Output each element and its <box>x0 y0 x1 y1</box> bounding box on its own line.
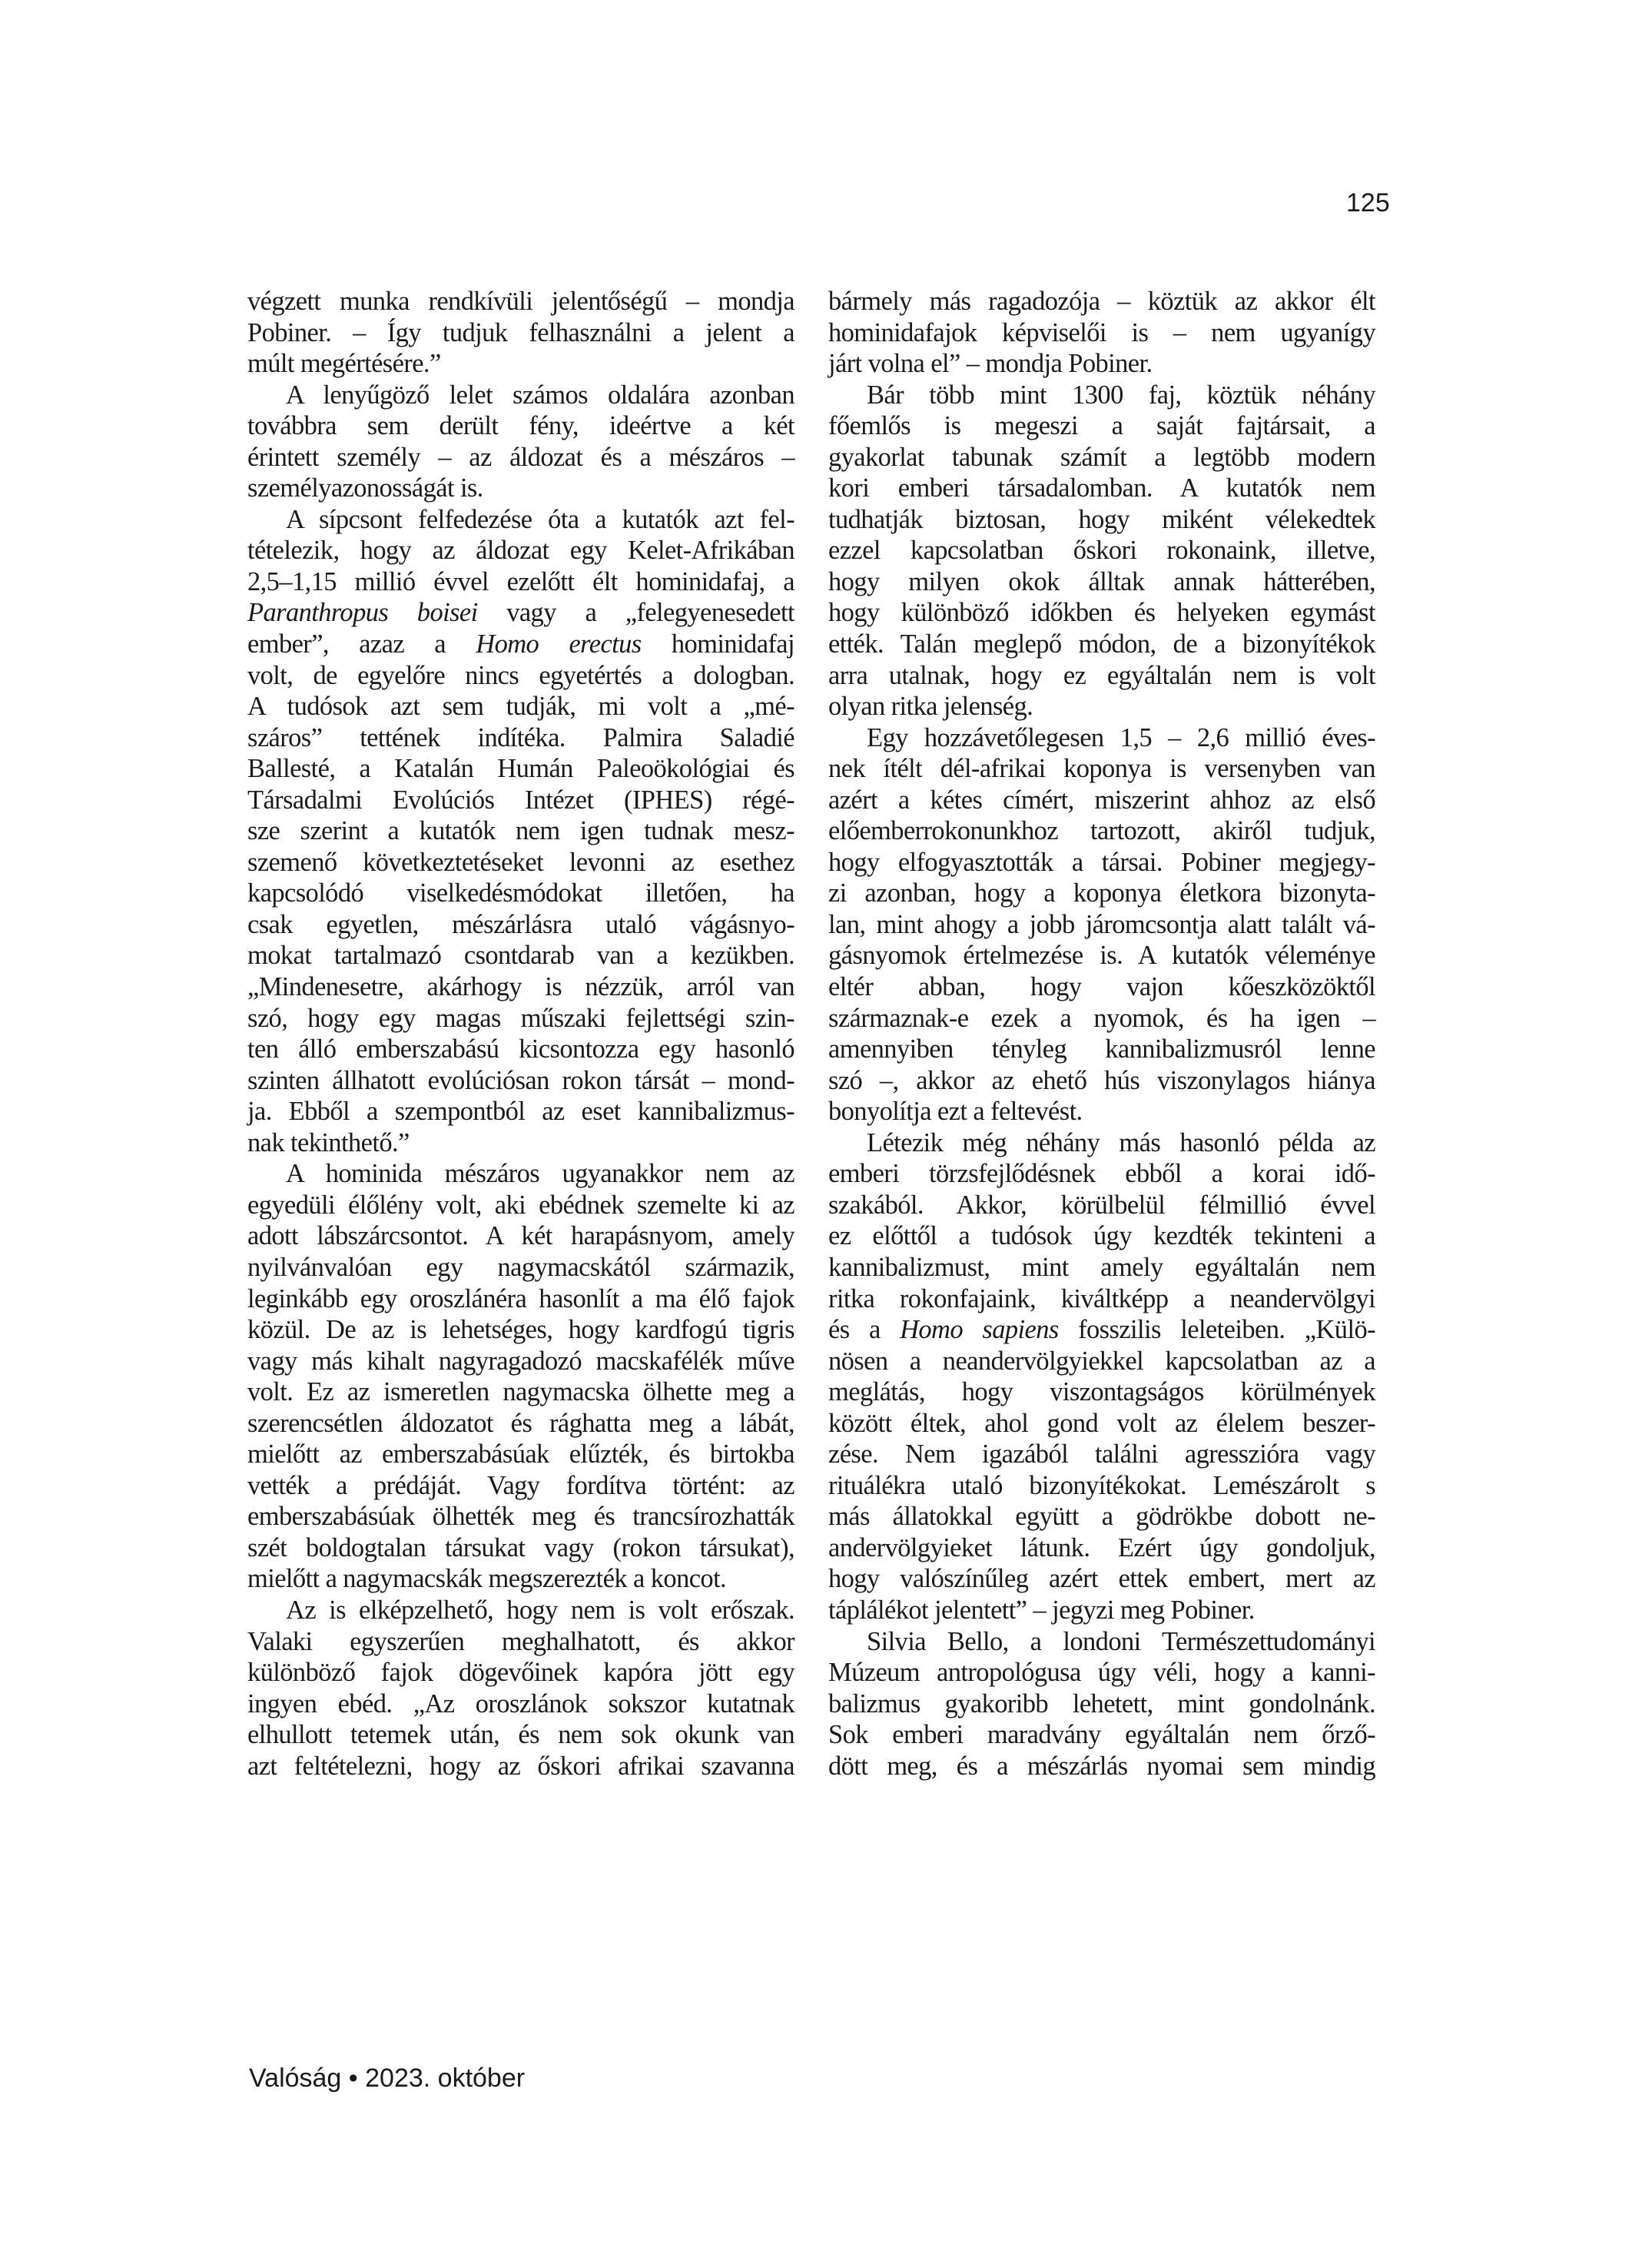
text-line: kapcsolódó viselkedésmódokat illetően, ha <box>247 878 794 908</box>
italic-term: Homo erectus <box>476 629 642 659</box>
text-line: kori emberi társadalomban. A kutatók nem <box>828 473 1375 503</box>
text-line: között éltek, ahol gond volt az élelem beszer- <box>828 1408 1375 1438</box>
text-line: szakából. Akkor, körülbelül félmillió évvel <box>828 1190 1375 1220</box>
text-line: vagy más kihalt nagyragadozó macskafélék műve <box>247 1346 794 1376</box>
text-line: érintett személy – az áldozat és a mészáros – <box>247 442 794 472</box>
text-line: Pobiner. – Így tudjuk felhasználni a jelent a <box>247 317 794 347</box>
text-line: különböző fajok dögevőinek kapóra jött egy <box>247 1658 794 1688</box>
text-line: szerencsétlen áldozatot és rághatta meg a lábát, <box>247 1408 794 1438</box>
text-line: szó –, akkor az ehető hús viszonylagos hiánya <box>828 1065 1375 1095</box>
paragraph-first-line: Silvia Bello, a londoni Természettudományi <box>867 1626 1375 1656</box>
text-line: ingyen ebéd. „Az oroszlánok sokszor kutatnak <box>247 1689 794 1718</box>
text-line: gyakorlat tabunak számít a legtöbb modern <box>828 442 1375 472</box>
text-line: nek ítélt dél-afrikai koponya is versenyben van <box>828 754 1375 784</box>
italic-term: Homo sapiens <box>900 1315 1059 1345</box>
text-line: hogy elfogyasztották a társai. Pobiner megjegy- <box>828 847 1375 877</box>
text-line: ez előttől a tudósok úgy kezdték tekinteni a <box>828 1221 1375 1251</box>
text-line: személyazonosságát is. <box>247 473 483 503</box>
text-line: azt feltételezni, hogy az őskori afrikai szavanna <box>247 1751 794 1781</box>
text-segment: és a <box>828 1315 901 1345</box>
running-footer: Valóság • 2023. október <box>249 2064 526 2093</box>
text-line: tudhatják biztosan, hogy miként vélekedtek <box>828 504 1375 534</box>
text-line: volt, de egyelőre nincs egyetértés a dologban. <box>247 660 794 690</box>
text-line: „Mindenesetre, akárhogy is nézzük, arról van <box>247 972 794 1002</box>
text-line: emberi törzsfejlődésnek ebből a korai idő- <box>828 1159 1375 1189</box>
text-line: szinten állhatott evolúciósan rokon társát – mond- <box>247 1065 794 1095</box>
text-line: szó, hogy egy magas műszaki fejlettségi szin- <box>247 1003 794 1033</box>
italic-term: Paranthropus boisei <box>247 598 478 628</box>
text-line: szemenő következtetéseket levonni az esethez <box>247 847 794 877</box>
text-line: egyedüli élőlény volt, aki ebédnek szemelte ki az <box>247 1190 794 1220</box>
text-line: elhullott tetemek után, és nem sok okunk van <box>247 1720 794 1750</box>
text-line: hogy különböző időkben és helyeken egymást <box>828 598 1375 628</box>
text-line: emberszabásúak ölhették meg és trancsírozhatták <box>247 1502 794 1532</box>
text-line: zi azonban, hogy a koponya életkora bizonyta- <box>828 878 1375 908</box>
text-line: mokat tartalmazó csontdarab van a kezükben. <box>247 941 794 971</box>
text-line: azért a kétes címért, miszerint ahhoz az első <box>828 785 1375 815</box>
text-line: Társadalmi Evolúciós Intézet (IPHES) régé- <box>247 785 794 815</box>
text-line: zése. Nem igazából találni agresszióra vagy <box>828 1439 1375 1469</box>
text-line: Múzeum antropológusa úgy véli, hogy a kanni- <box>828 1658 1375 1688</box>
paragraph-first-line: Létezik még néhány más hasonló példa az <box>867 1127 1375 1157</box>
text-line: Valaki egyszerűen meghalhatott, és akkor <box>247 1626 794 1656</box>
text-line: gásnyomok értelmezése is. A kutatók véleménye <box>828 941 1375 971</box>
text-line: előemberrokonunkhoz tartozott, akiről tudjuk, <box>828 816 1375 846</box>
text-line: ezzel kapcsolatban őskori rokonaink, illetve, <box>828 536 1375 566</box>
text-line: dött meg, és a mészárlás nyomai sem mindig <box>828 1751 1375 1781</box>
text-line: 2,5–1,15 millió évvel ezelőtt élt hominidafaj, a <box>247 566 794 596</box>
text-line: csak egyetlen, mészárlásra utaló vágásnyo- <box>247 909 794 939</box>
text-line: más állatokkal együtt a gödrökbe dobott ne- <box>828 1502 1375 1532</box>
text-line: bonyolítja ezt a feltevést. <box>828 1097 1083 1127</box>
paragraph-first-line: Bár több mint 1300 faj, köztük néhány <box>867 380 1375 410</box>
text-line: végzett munka rendkívüli jelentőségű – mondja <box>247 287 794 316</box>
text-line: tételezik, hogy az áldozat egy Kelet-Afrikában <box>247 536 794 566</box>
text-line <box>247 629 794 660</box>
text-line: kannibalizmust, mint amely egyáltalán nem <box>828 1252 1375 1282</box>
text-line: továbbra sem derült fény, ideértve a két <box>247 411 794 441</box>
text-line: olyan ritka jelenség. <box>828 692 1033 722</box>
paragraph-first-line: A lenyűgöző lelet számos oldalára azonban <box>286 380 794 410</box>
text-line: múlt megértésére.” <box>247 349 441 379</box>
text-line: rituálékra utaló bizonyítékokat. Lemészárolt s <box>828 1470 1375 1500</box>
paragraph-first-line: A hominida mészáros ugyanakkor nem az <box>286 1159 794 1189</box>
paragraph-first-line: Az is elképzelhető, hogy nem is volt erőszak. <box>286 1595 794 1625</box>
text-line: eltér abban, hogy vajon kőeszközöktől <box>828 972 1375 1002</box>
text-line: száros” tettének indítéka. Palmira Saladié <box>247 722 794 752</box>
text-line: ten álló emberszabású kicsontozza egy hasonló <box>247 1034 794 1064</box>
text-line: járt volna el” – mondja Pobiner. <box>828 349 1153 379</box>
page-number: 125 <box>1346 188 1390 218</box>
text-line: volt. Ez az ismeretlen nagymacska ölhette meg a <box>247 1377 794 1407</box>
text-line: andervölgyieket látunk. Ezért úgy gondoljuk, <box>828 1532 1375 1562</box>
text-segment: ember”, azaz a <box>247 629 476 659</box>
text-line: Sok emberi maradvány egyáltalán nem őrző- <box>828 1720 1375 1750</box>
text-line: mielőtt a nagymacskák megszerezték a koncot. <box>247 1564 727 1594</box>
text-line: Ballesté, a Katalán Humán Paleoökológiai és <box>247 754 794 784</box>
text-line: hogy valószínűleg azért ettek embert, mert az <box>828 1564 1375 1594</box>
text-line: mielőtt az emberszabásúak elűzték, és birtokba <box>247 1439 794 1469</box>
text-column-right <box>828 286 1375 1782</box>
text-segment: fosszilis leleteiben. „Külö- <box>1058 1315 1375 1345</box>
text-line <box>247 597 794 629</box>
text-line: nak tekinthető.” <box>247 1127 410 1157</box>
paragraph-first-line: Egy hozzávetőlegesen 1,5 – 2,6 millió éves- <box>867 722 1375 752</box>
text-line: lan, mint ahogy a jobb járomcsontja alatt talált vá- <box>828 909 1375 939</box>
text-line: táplálékot jelentett” – jegyzi meg Pobiner. <box>828 1595 1255 1625</box>
text-segment: hominidafaj <box>641 629 794 659</box>
text-line: A tudósok azt sem tudják, mi volt a „mé- <box>247 692 794 722</box>
text-line: ritka rokonfajaink, kiváltképp a neandervölgyi <box>828 1283 1375 1313</box>
text-line: adott lábszárcsontot. A két harapásnyom, amely <box>247 1221 794 1251</box>
text-line: meglátás, hogy viszontagságos körülmények <box>828 1377 1375 1407</box>
text-line: sze szerint a kutatók nem igen tudnak mesz- <box>247 816 794 846</box>
text-line: hominidafajok képviselői is – nem ugyanígy <box>828 317 1375 347</box>
paragraph-first-line: A sípcsont felfedezése óta a kutatók azt fel- <box>286 504 794 534</box>
text-line: leginkább egy oroszlánéra hasonlít a ma élő fajok <box>247 1283 794 1313</box>
text-line: közül. De az is lehetséges, hogy kardfogú tigris <box>247 1315 794 1345</box>
text-line: vették a prédáját. Vagy fordítva történt: az <box>247 1470 794 1500</box>
text-line: arra utalnak, hogy ez egyáltalán nem is volt <box>828 660 1375 690</box>
text-line: főemlős is megeszi a saját fajtársait, a <box>828 411 1375 441</box>
text-line: nösen a neandervölgyiekkel kapcsolatban az a <box>828 1346 1375 1376</box>
text-line: nyilvánvalóan egy nagymacskától származik, <box>247 1252 794 1282</box>
text-line: szét boldogtalan társukat vagy (rokon társukat), <box>247 1532 794 1562</box>
text-line <box>828 1314 1375 1346</box>
text-column-left <box>247 286 794 1782</box>
text-line: származnak-e ezek a nyomok, és ha igen – <box>828 1003 1375 1033</box>
text-line: ja. Ebből a szempontból az eset kannibalizmus- <box>247 1097 794 1127</box>
text-line: ették. Talán meglepő módon, de a bizonyítékok <box>828 629 1375 659</box>
text-line: bármely más ragadozója – köztük az akkor élt <box>828 287 1375 316</box>
text-line: hogy milyen okok álltak annak hátterében, <box>828 566 1375 596</box>
text-line: balizmus gyakoribb lehetett, mint gondolnánk. <box>828 1689 1375 1718</box>
text-line: amennyiben tényleg kannibalizmusról lenne <box>828 1034 1375 1064</box>
text-segment: vagy a „felegyenesedett <box>477 598 794 628</box>
